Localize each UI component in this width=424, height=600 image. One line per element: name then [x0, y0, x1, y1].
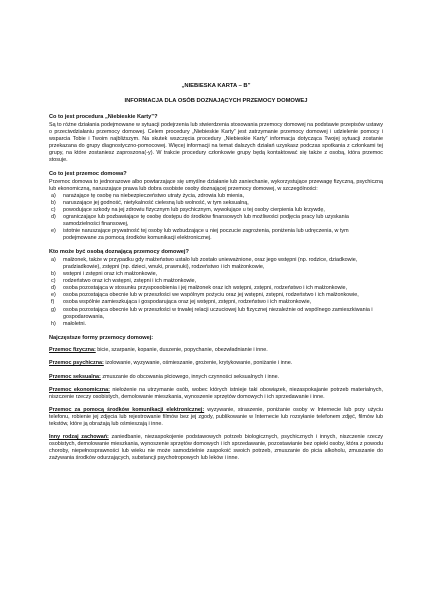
list-item-text: osoba pozostająca obecnie lub w przeszłości we wspólnym pożyciu oraz jej wstępni, zstępni, rodzeństwo i ich małżonkowie,: [63, 292, 359, 299]
form-label: Przemoc psychiczna:: [49, 360, 104, 367]
violence-form-economic: [49, 387, 383, 401]
list-item-text: małoletni.: [63, 320, 87, 327]
document-subtitle: INFORMACJA DLA OSÓB DOZNAJĄCYCH PRZEMOCY DOMOWEJ: [124, 98, 308, 104]
list-marker: e): [51, 292, 56, 299]
list-marker: a): [51, 192, 56, 199]
violence-form-physical: [49, 347, 383, 354]
form-description: niełożenie na utrzymanie osób, wobec których istnieje taki obowiązek, niezaspokajanie potrzeb materialnych, niszczenie rzeczy osobistych, demolowanie mieszkania, wynoszenie sprzętów domowych i ich sprzedawanie i inne.: [49, 386, 383, 400]
violence-form-electronic: [49, 407, 383, 428]
list-marker: d): [51, 214, 56, 221]
list-item-text: narażające tę osobę na niebezpieczeństwo utraty życia, zdrowia lub mienia,: [63, 192, 244, 199]
section-paragraph: Przemoc domowa to jednorazowe albo powtarzające się umyślne działanie lub zaniechanie, wykorzystujące przewagę fizyczną, psychiczną lub ekonomiczną, naruszające prawa lub dobra osobiste osoby doznającej przemocy domowej, w szczególności:: [49, 178, 383, 192]
form-label: Przemoc fizyczna:: [49, 347, 96, 354]
section-heading: Kto może być osobą doznającą przemocy domowej?: [49, 249, 189, 256]
violence-form-other: [49, 434, 383, 462]
section-definition: [49, 171, 383, 242]
list-marker: c): [51, 206, 56, 213]
list-item: [49, 278, 383, 285]
list-marker: g): [51, 306, 56, 313]
list-item: [49, 307, 383, 321]
definition-list: [49, 193, 383, 243]
list-item-text: rodzeństwo oraz ich wstępni, zstępni i ich małżonkowie,: [63, 278, 197, 285]
section-who: [49, 249, 383, 327]
form-description: izolowanie, wyzywanie, ośmieszanie, grożenie, krytykowanie, poniżanie i inne.: [103, 360, 293, 367]
list-item-text: małżonek, także w przypadku gdy małżeństwo ustało lub zostało unieważnione, oraz jego wstępni (np. rodzice, dziadkowie, pradziadkowie), zstępni (np. dzieci, wnuki, prawnuki), rodzeństwo i ich małżonkowie,: [63, 256, 358, 270]
form-description: wyzywanie, straszenie, poniżanie osoby w Internecie lub przy użyciu telefonu, robienie jej zdjęcia lub rejestrowanie filmów bez jej zgody, publikowanie w Internecie lub rozsyłanie telefonem zdjęć, filmów lub tekstów, które ją obrażają lub ośmieszają i inne.: [49, 406, 384, 427]
form-label: Przemoc seksualna:: [49, 373, 101, 380]
list-item-text: osoba pozostająca w stosunku przysposobienia i jej małżonek oraz ich wstępni, zstępni, rodzeństwo i ich małżonkowie,: [63, 285, 348, 292]
form-description: zmuszanie do obcowania płciowego, innych czynności seksualnych i inne.: [100, 373, 280, 380]
list-item-text: naruszające jej godność, nietykalność cielesną lub wolność, w tym seksualną,: [63, 199, 249, 206]
form-description: zaniedbanie, niezaspokojenie podstawowych potrzeb biologicznych, psychicznych i innych, niszczenie rzeczy osobistych, demolowanie mieszkania, wynoszenie sprzętów domowych i ich sprzedawanie, pozostawianie bez opieki osoby, która z powodu choroby, niepełnosprawności lub wieku nie może samodzielnie zaspokoić swoich potrzeb, zmuszanie do picia alkoholu, zmuszanie do zażywania środków odurzających, substancji psychotropowych lub leków i inne.: [49, 434, 383, 462]
list-item: [49, 271, 383, 278]
list-marker: a): [51, 256, 56, 263]
list-item: [49, 214, 383, 228]
list-item: [49, 299, 383, 306]
list-item-text: ograniczające lub pozbawiające tę osobę dostępu do środków finansowych lub możliwości podjęcia pracy lub uzyskania samodzielności finansowej,: [63, 214, 349, 228]
list-item: [49, 207, 383, 214]
list-item-text: osoba pozostająca obecnie lub w przeszłości w trwałej relacji uczuciowej lub fizycznej niezależnie od wspólnego zamieszkiwania i gospodarowania,: [63, 306, 373, 320]
section-heading: Najczęstsze formy przemocy domowej:: [49, 334, 154, 341]
list-marker: f): [51, 299, 55, 306]
list-item: [49, 321, 383, 328]
form-label: Przemoc za pomocą środków komunikacji elektronicznej:: [49, 406, 205, 413]
persons-list: [49, 257, 383, 328]
list-item-text: powodujące szkody na jej zdrowiu fizycznym lub psychicznym, wywołujące u tej osoby cierpienia lub krzywdę,: [63, 206, 325, 213]
list-item: [49, 292, 383, 299]
list-item-text: osoba wspólnie zamieszkująca i gospodarująca oraz jej wstępni, zstępni, rodzeństwo i ich małżonkowie,: [63, 299, 312, 306]
list-item: [49, 200, 383, 207]
section-forms: [49, 335, 383, 463]
section-paragraph: Są to różne działania podejmowane w sytuacji podejrzenia lub stwierdzenia stosowania przemocy domowej na podstawie przepisów ustawy o przeciwdziałaniu przemocy domowej. Celem procedury „Niebieskie Karty” jest zatrzymanie przemocy domowej i udzielenie pomocy i wsparcia Tobie i Twoim najbliższym. Na skutek wszczęcia procedury „Niebieskie Karty” informacja dotycząca Twojej sytuacji zostanie przekazana do grupy diagnostyczno-pomocowej. Więcej informacji na temat dalszych działań uzyskasz podczas spotkania z członkami tej grupy, na które zostaniesz zaproszona(-y). W trakcie procedury członkowie grupy będą kontaktować się także z osobą, która przemoc stosuje.: [49, 121, 383, 163]
list-marker: h): [51, 320, 56, 327]
list-item-text: istotnie naruszające prywatność tej osoby lub wzbudzające u niej poczucie zagrożenia, poniżenia lub udręczenia, w tym podejmowane za pomocą środków komunikacji elektronicznej.: [63, 228, 349, 242]
list-item: [49, 257, 383, 271]
violence-form-psychological: [49, 360, 383, 367]
list-item: [49, 285, 383, 292]
list-marker: b): [51, 199, 56, 206]
form-label: Inny rodzaj zachowań:: [49, 434, 109, 441]
list-marker: e): [51, 228, 56, 235]
list-marker: c): [51, 278, 56, 285]
list-marker: b): [51, 271, 56, 278]
section-heading: Co to jest procedura „Niebieskie Karty”?: [49, 114, 158, 120]
list-item: [49, 193, 383, 200]
section-procedure: [49, 114, 383, 164]
violence-form-sexual: [49, 374, 383, 381]
form-description: bicie, szarpanie, kopanie, duszenie, popychanie, obezwładnianie i inne.: [95, 347, 268, 354]
list-item: [49, 228, 383, 242]
document-title: „NIEBIESKA KARTA – B”: [181, 83, 251, 89]
list-item-text: wstępni i zstępni oraz ich małżonkowie,: [63, 271, 158, 278]
list-marker: d): [51, 285, 56, 292]
form-label: Przemoc ekonomiczna:: [49, 386, 110, 393]
section-heading: Co to jest przemoc domowa?: [49, 171, 127, 178]
